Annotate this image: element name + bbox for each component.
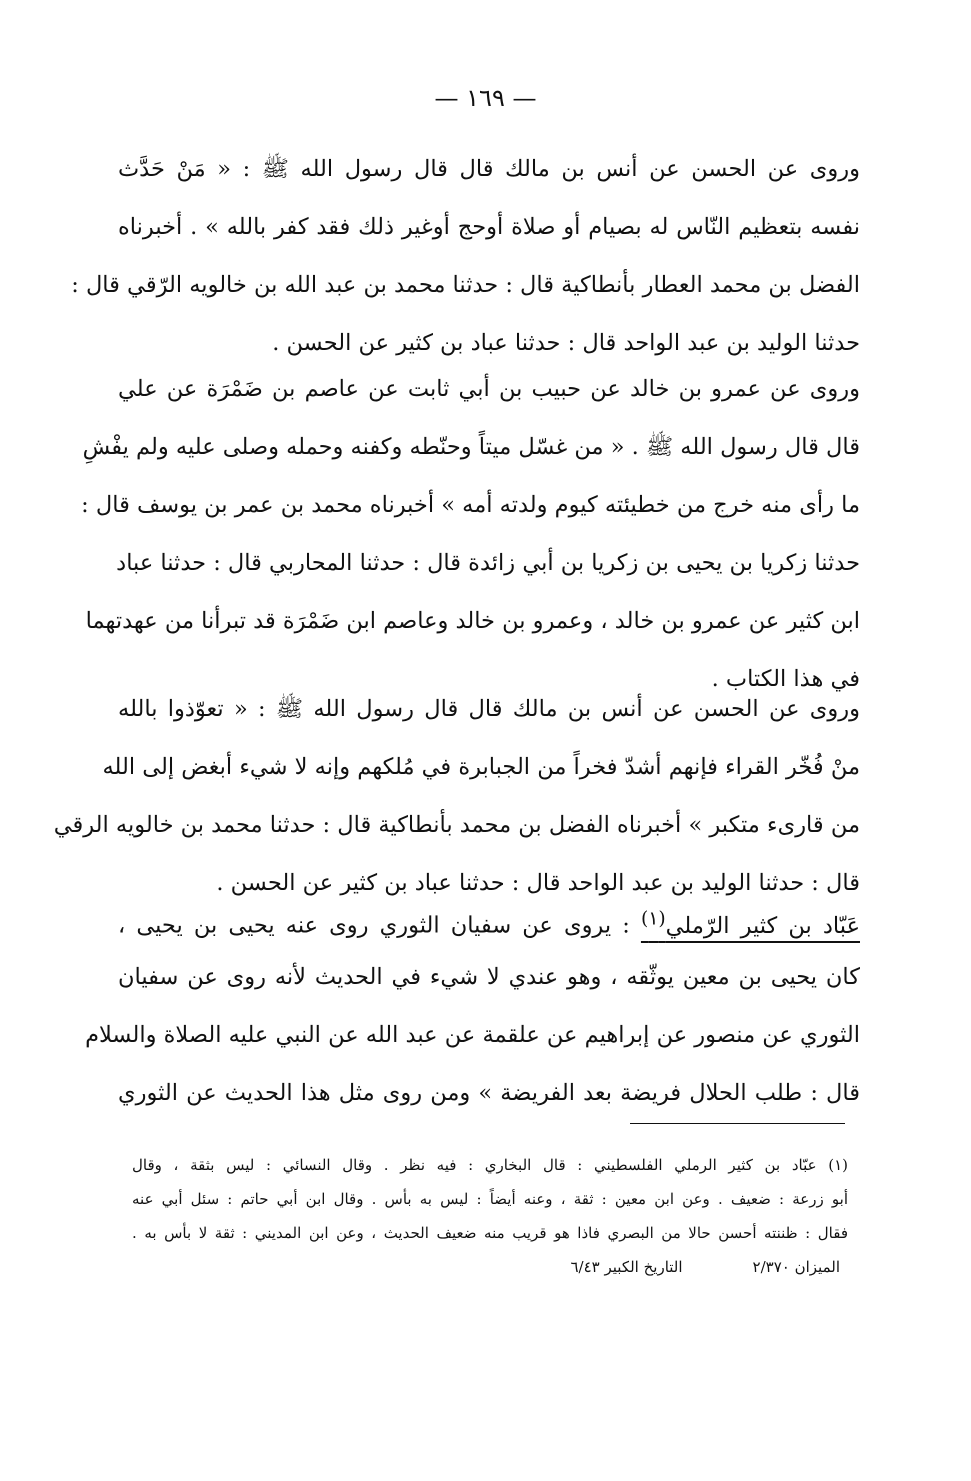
paragraph-entry (85, 890, 860, 1122)
text-line: وروى عن عمرو بن خالد عن حبيب بن أبي ثابت عن عاصم بن ضَمْرَة عن علي (118, 376, 860, 402)
footnote-line: (١) عبّاد بن كثير الرملي الفلسطيني : قال البخاري : فيه نظر . وقال النسائي : ليس بثقة ، وقال (132, 1156, 848, 1174)
footnote-references (132, 1250, 848, 1284)
reference-tarikh-kabir: التاريخ الكبير ٦/٤٣ (570, 1258, 683, 1276)
text-line: ما رأى منه خرج من خطيئته كيوم ولدته أمه » أخبرناه محمد بن عمر بن يوسف قال : (81, 492, 860, 518)
entry-name: عَبّاد بن كثير الرّملي (665, 912, 860, 939)
paragraph-3 (53, 680, 860, 912)
footnotes (132, 1148, 848, 1284)
text-line: ابن كثير عن عمرو بن خالد ، وعمرو بن خالد وعاصم ابن ضَمْرَة قد تبرأنا من عهدتهما (85, 608, 860, 634)
paragraph-1 (71, 140, 860, 372)
text-line: قال قال رسول الله ﷺ . « من غسّل ميتاً وحنّطه وكفنه وحمله وصلى عليه ولم يفْشِ (82, 434, 860, 460)
text-line: حدثنا الوليد بن عبد الواحد قال : حدثنا عباد بن كثير عن الحسن . (272, 330, 860, 356)
text-line: من قارىء متكبر » أخبرناه الفضل بن محمد بأنطاكية قال : حدثنا محمد بن خالويه الرقي (53, 812, 860, 838)
text-line: الثوري عن منصور عن إبراهيم عن علقمة عن عبد الله عن النبي عليه الصلاة والسلام (85, 1022, 860, 1048)
paragraph-2 (81, 360, 860, 708)
text-line: نفسه بتعظيم النّاس له بصيام أو صلاة أوحج أوغير ذلك فقد كفر بالله » . أخبرناه (118, 214, 860, 240)
footnote-divider (630, 1123, 845, 1124)
page-number: — ١٦٩ — (434, 84, 537, 112)
text-line: كان يحيى بن معين يوثّقه ، وهو عندي لا شيء في الحديث لأنه روى عن سفيان (118, 964, 860, 990)
text-line: منْ فُخّر القراء فإنهم أشدّ فخراً من الجبابرة في مُلكهم وإنه لا شيء أبغض إلى الله (102, 754, 860, 780)
text-line: وروى عن الحسن عن أنس بن مالك قال قال رسول الله ﷺ : « مَنْ حَدَّث (118, 156, 860, 182)
text-line: قال : طلب الحلال فريضة بعد الفريضة » ومن روى مثل هذا الحديث عن الثوري (118, 1080, 860, 1106)
text-line: وروى عن الحسن عن أنس بن مالك قال قال رسول الله ﷺ : « تعوّذوا بالله (118, 696, 860, 722)
text-line: حدثنا زكريا بن يحيى بن زكريا بن أبي زائدة قال : حدثنا المحاربي قال : حدثنا عباد (116, 550, 860, 576)
footnote-marker: (١) (640, 908, 666, 929)
text-line: في هذا الكتاب . (711, 666, 860, 692)
entry-first-line-rest: : يروى عن سفيان الثوري روى عنه يحيى بن يحيى ، (118, 912, 641, 939)
text-line: الفضل بن محمد العطار بأنطاكية قال : حدثنا محمد بن عبد الله بن خالويه الرّقي قال : (71, 272, 860, 298)
reference-mizan: الميزان ٢/٣٧٠ (752, 1258, 840, 1276)
entry-first-line (118, 890, 860, 948)
footnote-line: فقال : ظننته أحسن حالا من البصري فاذا هو قريب منه ضعيف الحديث ، وعن ابن المديني : ثقة لا بأس به . (132, 1224, 848, 1242)
text-line: قال : حدثنا الوليد بن عبد الواحد قال : حدثنا عباد بن كثير عن الحسن . (216, 870, 860, 896)
entry-heading (640, 908, 860, 939)
footnote-line: أبو زرعة : ضعيف . وعن ابن معين : ثقة ، وعنه أيضاً : ليس به بأس . وقال ابن أبي حاتم : سئل أبي عنه (132, 1190, 848, 1208)
